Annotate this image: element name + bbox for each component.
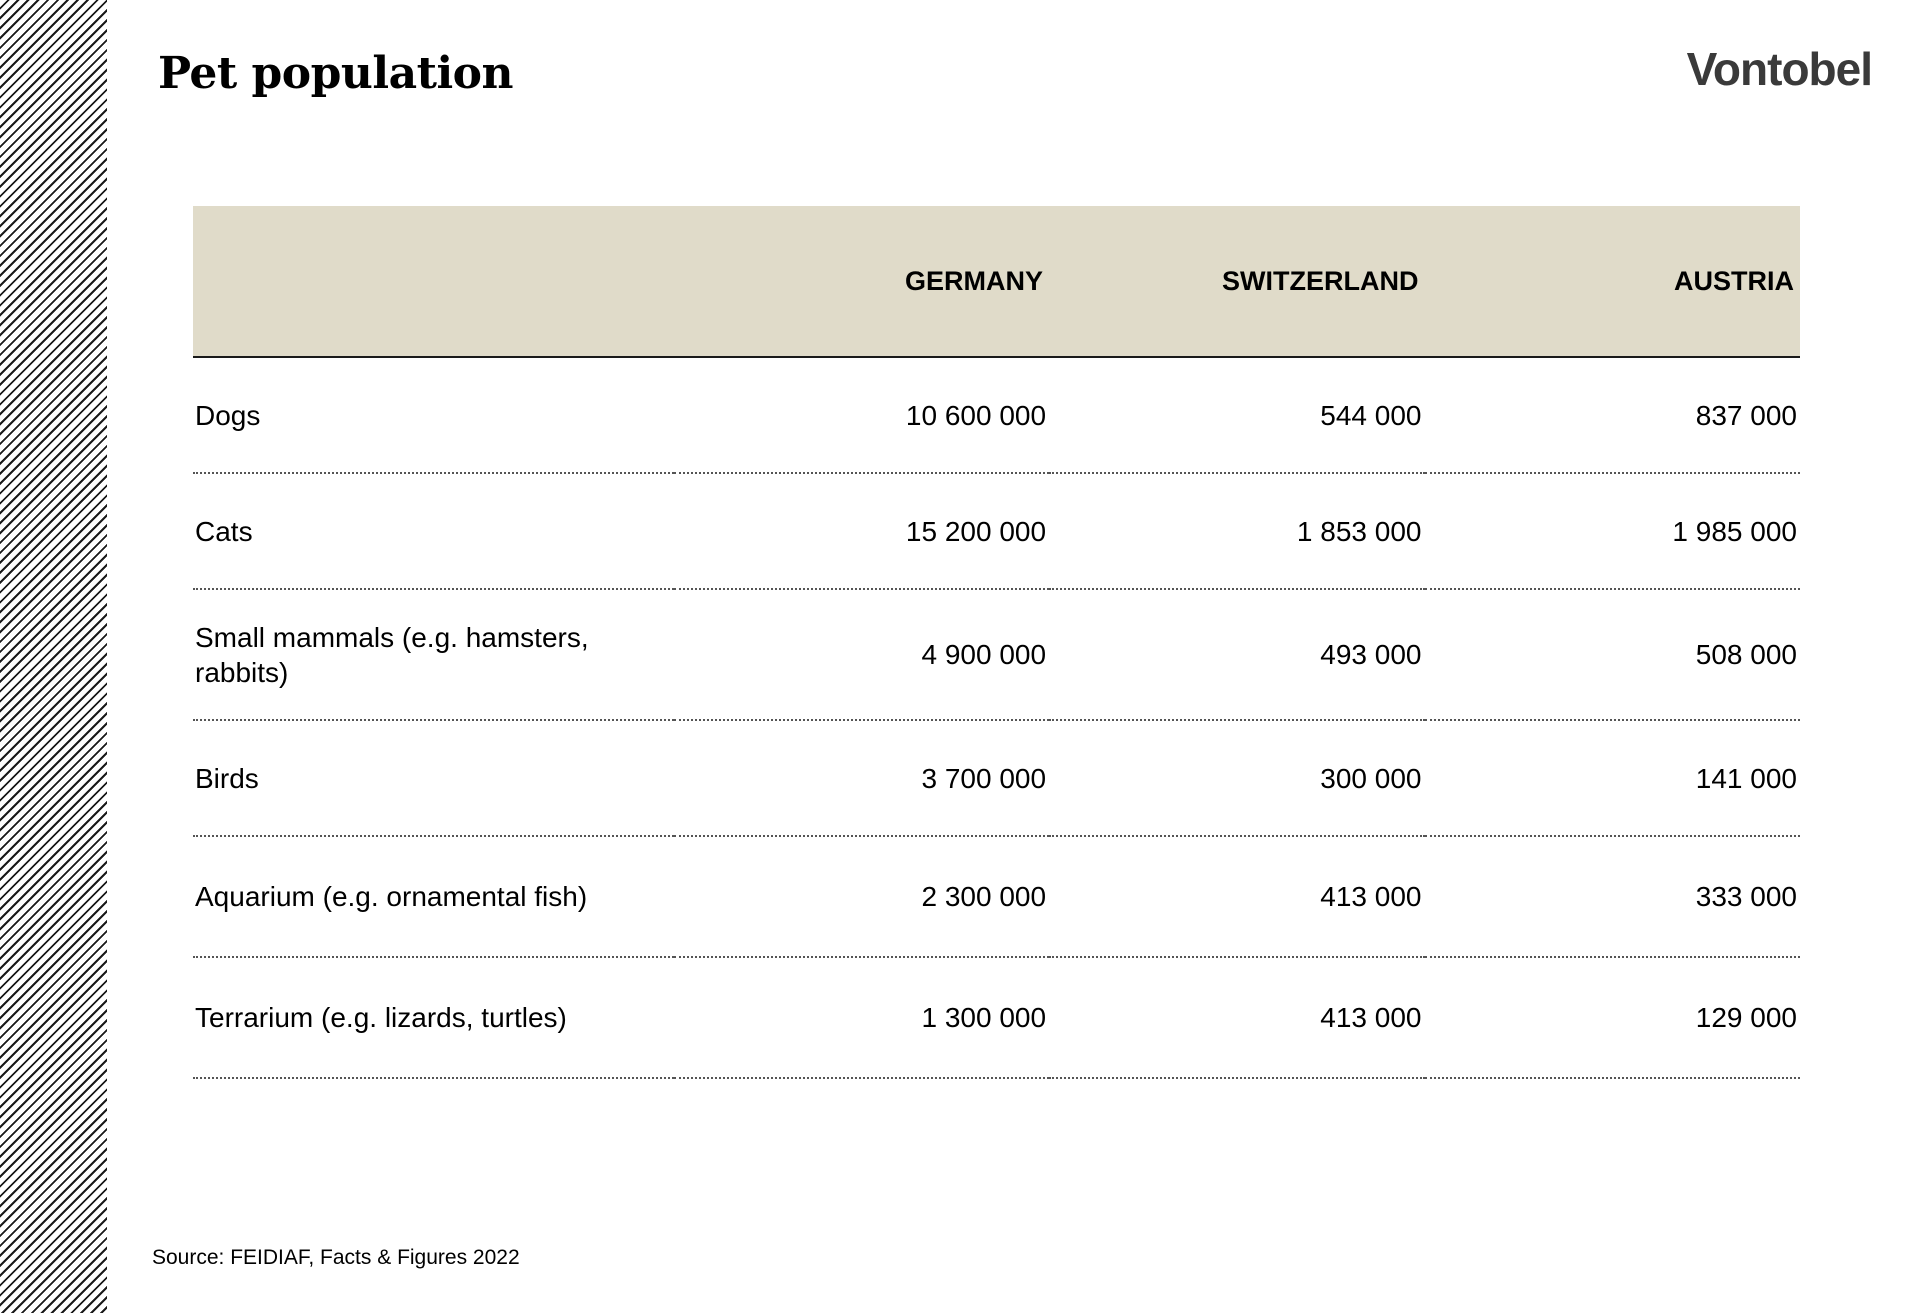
vontobel-logo: Vontobel [1686, 43, 1872, 95]
value-switzerland: 413 000 [1049, 957, 1424, 1078]
table-row-aquarium [193, 836, 1800, 957]
page-title: Pet population [158, 48, 514, 99]
row-label: Small mammals (e.g. hamsters, rabbits) [193, 589, 674, 720]
row-label: Terrarium (e.g. lizards, turtles) [193, 957, 674, 1078]
value-germany: 4 900 000 [674, 589, 1049, 720]
row-label: Aquarium (e.g. ornamental fish) [193, 836, 674, 957]
header-cell-blank [193, 206, 674, 357]
value-switzerland: 493 000 [1049, 589, 1424, 720]
table-row-birds [193, 720, 1800, 836]
table-row-terrarium [193, 957, 1800, 1078]
value-germany: 1 300 000 [674, 957, 1049, 1078]
pet-population-table [193, 206, 1800, 1079]
value-austria: 837 000 [1425, 357, 1801, 473]
source-note: Source: FEIDIAF, Facts & Figures 2022 [152, 1246, 520, 1269]
value-switzerland: 300 000 [1049, 720, 1424, 836]
value-austria: 508 000 [1425, 589, 1801, 720]
decorative-stripe-band [0, 0, 107, 1313]
value-austria: 333 000 [1425, 836, 1801, 957]
value-germany: 10 600 000 [674, 357, 1049, 473]
table-row-dogs [193, 357, 1800, 473]
value-switzerland: 413 000 [1049, 836, 1424, 957]
row-label: Cats [193, 473, 674, 589]
value-germany: 3 700 000 [674, 720, 1049, 836]
value-germany: 2 300 000 [674, 836, 1049, 957]
value-germany: 15 200 000 [674, 473, 1049, 589]
value-austria: 1 985 000 [1425, 473, 1801, 589]
row-label: Birds [193, 720, 674, 836]
table-row-cats [193, 473, 1800, 589]
row-label: Dogs [193, 357, 674, 473]
table-row-small-mammals [193, 589, 1800, 720]
header-cell-austria: AUSTRIA [1425, 206, 1801, 357]
value-switzerland: 544 000 [1049, 357, 1424, 473]
value-austria: 141 000 [1425, 720, 1801, 836]
header-cell-switzerland: SWITZERLAND [1049, 206, 1424, 357]
header-cell-germany: GERMANY [674, 206, 1049, 357]
table-header-row [193, 206, 1800, 357]
value-austria: 129 000 [1425, 957, 1801, 1078]
value-switzerland: 1 853 000 [1049, 473, 1424, 589]
